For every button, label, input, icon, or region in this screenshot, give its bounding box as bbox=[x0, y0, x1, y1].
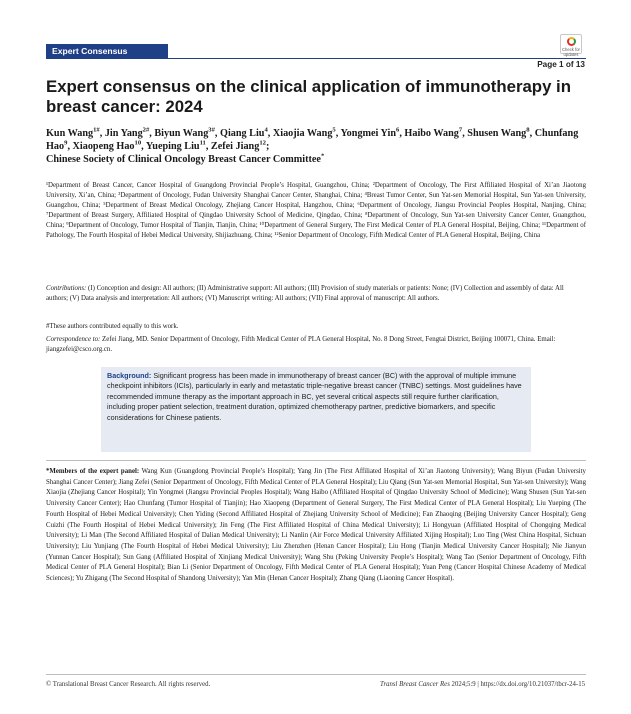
correspondence-text: Zefei Jiang, MD. Senior Department of Oncology, Fifth Medical Center of PLA General Hospital, No. 8 Dong Street, Fengtai District, Beijing 100071, China. Email: jiangzefei@csco.org.cn. bbox=[46, 336, 556, 353]
author-name: Zefei Jiang bbox=[210, 141, 260, 153]
correspondence bbox=[46, 335, 586, 355]
section-tag: Expert Consensus bbox=[46, 44, 168, 58]
footer-citation-text: 2024;5:9 | https://dx.doi.org/10.21037/tbcr-24-15 bbox=[449, 681, 585, 688]
article-title: Expert consensus on the clinical application of immunotherapy in breast cancer: 2024 bbox=[46, 77, 571, 116]
abstract-text: Significant progress has been made in immunotherapy of breast cancer (BC) with the approval of multiple immune checkpoint inhibitors (ICIs), particularly in early and metastatic triple-negative breast cancer (TNBC) settings. Most guidelines have recommended immune therapy as the important approach in BC, yet several critical aspects still require further clarification, including proper patient selection, treatment duration, optimized chemotherapy partner, predictive biomarkers, and specific considerations for Chinese patients. bbox=[107, 371, 522, 422]
members-text: Wang Kun (Guangdong Provincial People’s Hospital); Yang Jin (The First Affiliated Hospital of Xi’an Jiaotong University); Wang Biyun (Fudan University Shanghai Cancer Center); Jiang Zefei (Senior Department of Oncology, Fifth Medical Center of PLA General Hospital); Liu Qiang (Sun Yat-sen Memorial Hospital, Sun Yat-sen University); Wang Xiaojia (Zhejiang Cancer Hospital); Yin Yongmei (Jiangsu Provincial Peoples Hospital); Wang Haibo (Affiliated Hospital of Qingdao University School of Medicine); Wang Shusen (Sun Yat-sen University Cancer Center); Hao Chunfang (Tumor Hospital of Tianjin); Hao Xiaopeng (Department of General Surgery, The First Medical Center of PLA General Hospital); Liu Yueping (The Fourth Hospital of Hebei Medical University); Chen Yiding (Second Affiliated Hospital of Zhejiang University School of Medicine); Fan Zhaoqing (Beijing University Cancer Hospital); Geng Cuizhi (The Fourth Hospital of Hebei Medical University); Jin Feng (The First Affiliated Hospital of China Medical University); Li Hongyuan (Affiliated Hospital of Chongqing Medical University); Li Man (The Second Affiliated Hospital of Dalian Medical University); Li Nanlin (Air Force Medical University Affiliated Xijing Hospital); Luo Ting (West China Hospital, Sichuan University); Liu Yunjiang (The Fourth Hospital of Hebei Medical University); Liu Zhenzhen (Henan Cancer Hospital); Liu Hong (Tianjin Medical University Cancer Hospital); Nie Jianyun (Yunnan Cancer Hospital); Sun Gang (Affiliated Hospital of Xinjiang Medical University); Wang Shu (Peking University People’s Hospital); Wang Tao (Senior Department of Oncology, Fifth Medical Center of PLA General Hospital); Bian Li (Senior Department of Oncology, Fifth Medical Center of PLA General Hospital); Yuan Peng (Cancer Hospital Chinese Academy of Medical Sciences); Yu Zhigang (The Second Hospital of Shandong University); Yan Min (Henan Cancer Hospital); Zhang Qiang (Liaoning Cancer Hospital). bbox=[46, 468, 586, 583]
author-name: Biyun Wang bbox=[154, 128, 209, 139]
footer-divider bbox=[46, 674, 586, 675]
update-check-icon bbox=[567, 37, 576, 46]
equal-contribution-note: #These authors contributed equally to this work. bbox=[46, 323, 179, 330]
author-name: Shusen Wang bbox=[467, 128, 527, 139]
abstract-label: Background: bbox=[107, 371, 152, 380]
author-name: Jin Yang bbox=[104, 128, 143, 139]
author-name: Xiaopeng Hao bbox=[72, 141, 135, 153]
check-for-updates-badge[interactable] bbox=[560, 34, 582, 57]
members-divider bbox=[46, 460, 586, 461]
affiliations: ¹Department of Breast Cancer, Cancer Hospital of Guangdong Provincial People’s Hospital, Guangzhou, China; ²Department of Oncology, The First Affiliated Hospital of Xi’an Jiaotong University, Xi’an, China; ³Department of Oncology, Fudan University Shanghai Cancer Center, Shanghai, China; ⁴Breast Tumor Center, Sun Yat-sen Memorial Hospital, Sun Yat-sen University, Guangzhou, China; ⁵Department of Breast Medical Oncology, Zhejiang Cancer Hospital, Hangzhou, China; ⁶Department of Oncology, Jiangsu Provincial Peoples Hospital, Nanjing, China; ⁷Department of Breast Surgery, Affiliated Hospital of Qingdao University School of Medicine, Qingdao, China; ⁸Department of Oncology, Sun Yat-sen University Cancer Center, Guangzhou, China; ⁹Department of Oncology, Tumor Hospital of Tianjin, Tianjin, China; ¹⁰Department of General Surgery, The First Medical Center of PLA General Hospital, Beijing, China; ¹¹Department of Pathology, The Fourth Hospital of Hebei Medical University, Shijiazhuang, China; ¹²Senior Department of Oncology, Fifth Medical Center of PLA General Hospital, Beijing, China bbox=[46, 182, 586, 239]
contributions-label: Contributions: bbox=[46, 285, 87, 292]
author-name: Yueping Liu bbox=[145, 141, 200, 153]
contributions-text: (I) Conception and design: All authors; (II) Administrative support: All authors; (III) Provision of study materials or patients: None; (IV) Collection and assembly of data: All authors; (V) Data analysis and interpretation: All authors; (VI) Manuscript writing: All authors; (VII) Final approval of manuscript: All authors. bbox=[46, 285, 564, 302]
section-divider bbox=[46, 58, 586, 59]
footer-citation bbox=[380, 681, 585, 688]
author-name: Qiang Liu bbox=[220, 128, 265, 139]
footer-copyright: © Translational Breast Cancer Research. All rights reserved. bbox=[46, 681, 211, 688]
members-label: *Members of the expert panel: bbox=[46, 468, 140, 475]
author-group: Chinese Society of Clinical Oncology Breast Cancer Committee bbox=[46, 154, 321, 166]
page-number: Page 1 of 13 bbox=[537, 60, 585, 69]
author-name: Haibo Wang bbox=[404, 128, 459, 139]
author-name: Kun Wang bbox=[46, 128, 94, 139]
footer-journal: Transl Breast Cancer Res bbox=[380, 681, 450, 688]
check-for-updates-label: Check for updates bbox=[562, 47, 580, 57]
author-name: Chunfang Hao bbox=[46, 128, 579, 153]
contributions bbox=[46, 284, 586, 304]
author-name: Xiaojia Wang bbox=[272, 128, 333, 139]
correspondence-label: Correspondence to: bbox=[46, 336, 101, 343]
abstract-box bbox=[101, 367, 531, 452]
author-list: Kun Wang$^{1\#}$, Jin Yang$^{2\#}$, Biyun Wang$^{3\#}$, Qiang Liu$^4$, Xiaojia Wang$^5$, Yongmei Yin$^6$, Haibo Wang$^7$, Shusen Wang$^8$, Chunfang Hao$^9$, Xiaopeng Hao$^{10}$, Yueping Liu$^{11}$, Zefei Jiang$^{12}$; Chinese Society of Clinical Oncology Breast Cancer Committee* bbox=[46, 126, 579, 166]
expert-panel-members bbox=[46, 467, 586, 585]
author-name: Yongmei Yin bbox=[340, 128, 397, 139]
abstract-paragraph bbox=[101, 367, 531, 423]
